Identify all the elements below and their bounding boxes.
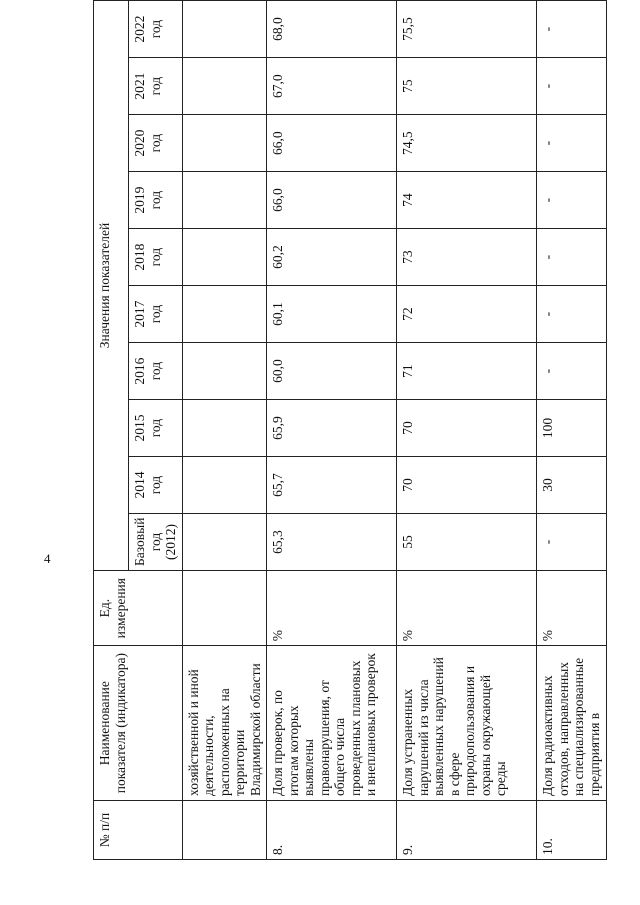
indicators-table	[93, 0, 607, 860]
value-cell: -	[537, 229, 607, 286]
value-cell: 75	[397, 58, 537, 115]
value-cell: 74	[397, 172, 537, 229]
value-cell: 74,5	[397, 115, 537, 172]
value-cell: 60,2	[267, 229, 397, 286]
value-cell: 100	[537, 400, 607, 457]
indicator-name: Доля проверок, по итогам которых выявлены правонарушения, от общего числа проведенных плановых и внеплановых проверок	[267, 646, 397, 801]
value-cell: 72	[397, 286, 537, 343]
value-cell: 67,0	[267, 58, 397, 115]
rotated-table-wrapper	[93, 0, 602, 860]
value-cell: 65,7	[267, 457, 397, 514]
row-number: 8.	[267, 800, 397, 859]
header-year: 2019 год	[129, 172, 183, 229]
header-year: Базовый год (2012)	[129, 514, 183, 571]
value-cell: 66,0	[267, 115, 397, 172]
value-cell: 68,0	[267, 1, 397, 58]
value-cell: -	[537, 58, 607, 115]
value-cell	[182, 514, 267, 571]
value-cell: 65,9	[267, 400, 397, 457]
value-cell: 66,0	[267, 172, 397, 229]
value-cell	[182, 457, 267, 514]
header-year: 2018 год	[129, 229, 183, 286]
header-year: 2015 год	[129, 400, 183, 457]
header-year: 2017 год	[129, 286, 183, 343]
header-no: № п/п	[94, 800, 183, 859]
value-cell: 71	[397, 343, 537, 400]
value-cell	[182, 343, 267, 400]
value-cell	[182, 58, 267, 115]
value-cell	[182, 115, 267, 172]
value-cell	[182, 286, 267, 343]
row-number	[182, 800, 267, 859]
value-cell: 70	[397, 457, 537, 514]
value-cell: 60,1	[267, 286, 397, 343]
page-number: 4	[44, 551, 51, 566]
header-year: 2022 год	[129, 1, 183, 58]
value-cell: -	[537, 286, 607, 343]
value-cell: -	[537, 172, 607, 229]
unit-cell: %	[537, 571, 607, 646]
value-cell: 60,0	[267, 343, 397, 400]
row-number: 9.	[397, 800, 537, 859]
header-row-1	[94, 1, 129, 860]
value-cell: 75,5	[397, 1, 537, 58]
value-cell	[182, 1, 267, 58]
header-year: 2016 год	[129, 343, 183, 400]
unit-cell: %	[267, 571, 397, 646]
value-cell: 73	[397, 229, 537, 286]
table-row	[182, 1, 267, 860]
unit-cell: %	[397, 571, 537, 646]
value-cell: -	[537, 343, 607, 400]
header-year: 2014 год	[129, 457, 183, 514]
header-year: 2020 год	[129, 115, 183, 172]
header-year: 2021 год	[129, 58, 183, 115]
unit-cell	[182, 571, 267, 646]
value-cell: -	[537, 1, 607, 58]
indicator-name: Доля устраненных нарушений из числа выявленных нарушений в сфере природопользования и охраны окружающей среды	[397, 646, 537, 801]
value-cell: 65,3	[267, 514, 397, 571]
value-cell	[182, 400, 267, 457]
header-unit: Ед. измерения	[94, 571, 183, 646]
value-cell	[182, 229, 267, 286]
value-cell: -	[537, 514, 607, 571]
header-values-group: Значения показателей	[94, 1, 129, 571]
row-number: 10.	[537, 800, 607, 859]
value-cell	[182, 172, 267, 229]
table-row	[267, 1, 397, 860]
value-cell: -	[537, 115, 607, 172]
header-name: Наименование показателя (индикатора)	[94, 646, 183, 801]
value-cell: 70	[397, 400, 537, 457]
indicator-name: Доля радиоактивных отходов, направленных на специализированные предприятия в	[537, 646, 607, 801]
value-cell: 30	[537, 457, 607, 514]
table-row	[397, 1, 537, 860]
value-cell: 55	[397, 514, 537, 571]
table-row	[537, 1, 607, 860]
indicator-name: хозяйственной и иной деятельности, расположенных на территории Владимирской области	[182, 646, 267, 801]
